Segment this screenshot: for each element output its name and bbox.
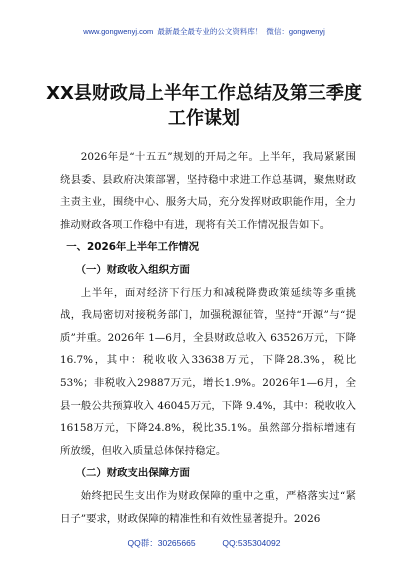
expenditure-paragraph: 始终把民生支出作为财政保障的重中之重，严格落实过“紧日子”要求，财政保障的精准性和有效性显著提升。2026 <box>60 489 356 525</box>
site-url: www.gongwenyj.com <box>83 27 154 36</box>
document-body <box>60 146 356 530</box>
title-line-1: XX县财政局上半年工作总结及第三季度 <box>46 83 362 104</box>
page-header <box>0 26 408 37</box>
qq-number: QQ:535304092 <box>222 538 281 548</box>
subsection-heading-1: （一）财政收入组织方面 <box>75 263 190 276</box>
site-slogan: 最新最全最专业的公文资料库！ <box>157 27 263 36</box>
intro-paragraph: 2026年是“十五五”规划的开局之年。上半年，我局紧紧围绕县委、县政府决策部署，坚持稳中求进工作总基调，聚焦财政主责主业，围绕中心、服务大局，充分发挥财政职能作用，全力推动财政各项工作稳中有进，现将有关工作情况报告如下。 <box>60 151 356 231</box>
page-footer <box>0 537 408 549</box>
qq-group: QQ群：30265665 <box>127 538 196 548</box>
wechat-id: 微信：gongwenyj <box>266 27 325 36</box>
document-title <box>0 81 408 131</box>
section-heading-1: 一、2026年上半年工作情况 <box>66 241 200 254</box>
subsection-heading-2: （二）财政支出保障方面 <box>75 467 190 480</box>
title-line-2: 工作谋划 <box>168 108 240 129</box>
revenue-paragraph: 上半年，面对经济下行压力和减税降费政策延续等多重挑战，我局密切对接税务部门，加强税源征管，坚持“开源”与“提质”并重。2026年 1—6月，全县财政总收入 63526万元，下降 16.7%，其中：税收收入33638万元，下降28.3%，税比53%；非税收入29887万元，增长1.9%。2026年1—6月，全县一般公共预算收入 46045万元，下降 9.4%，其中：税收收入16158万元，下降24.8%，税比35.1%。虽然部分指标增速有所放缓，但收入质量总体保持稳定。 <box>60 286 356 457</box>
